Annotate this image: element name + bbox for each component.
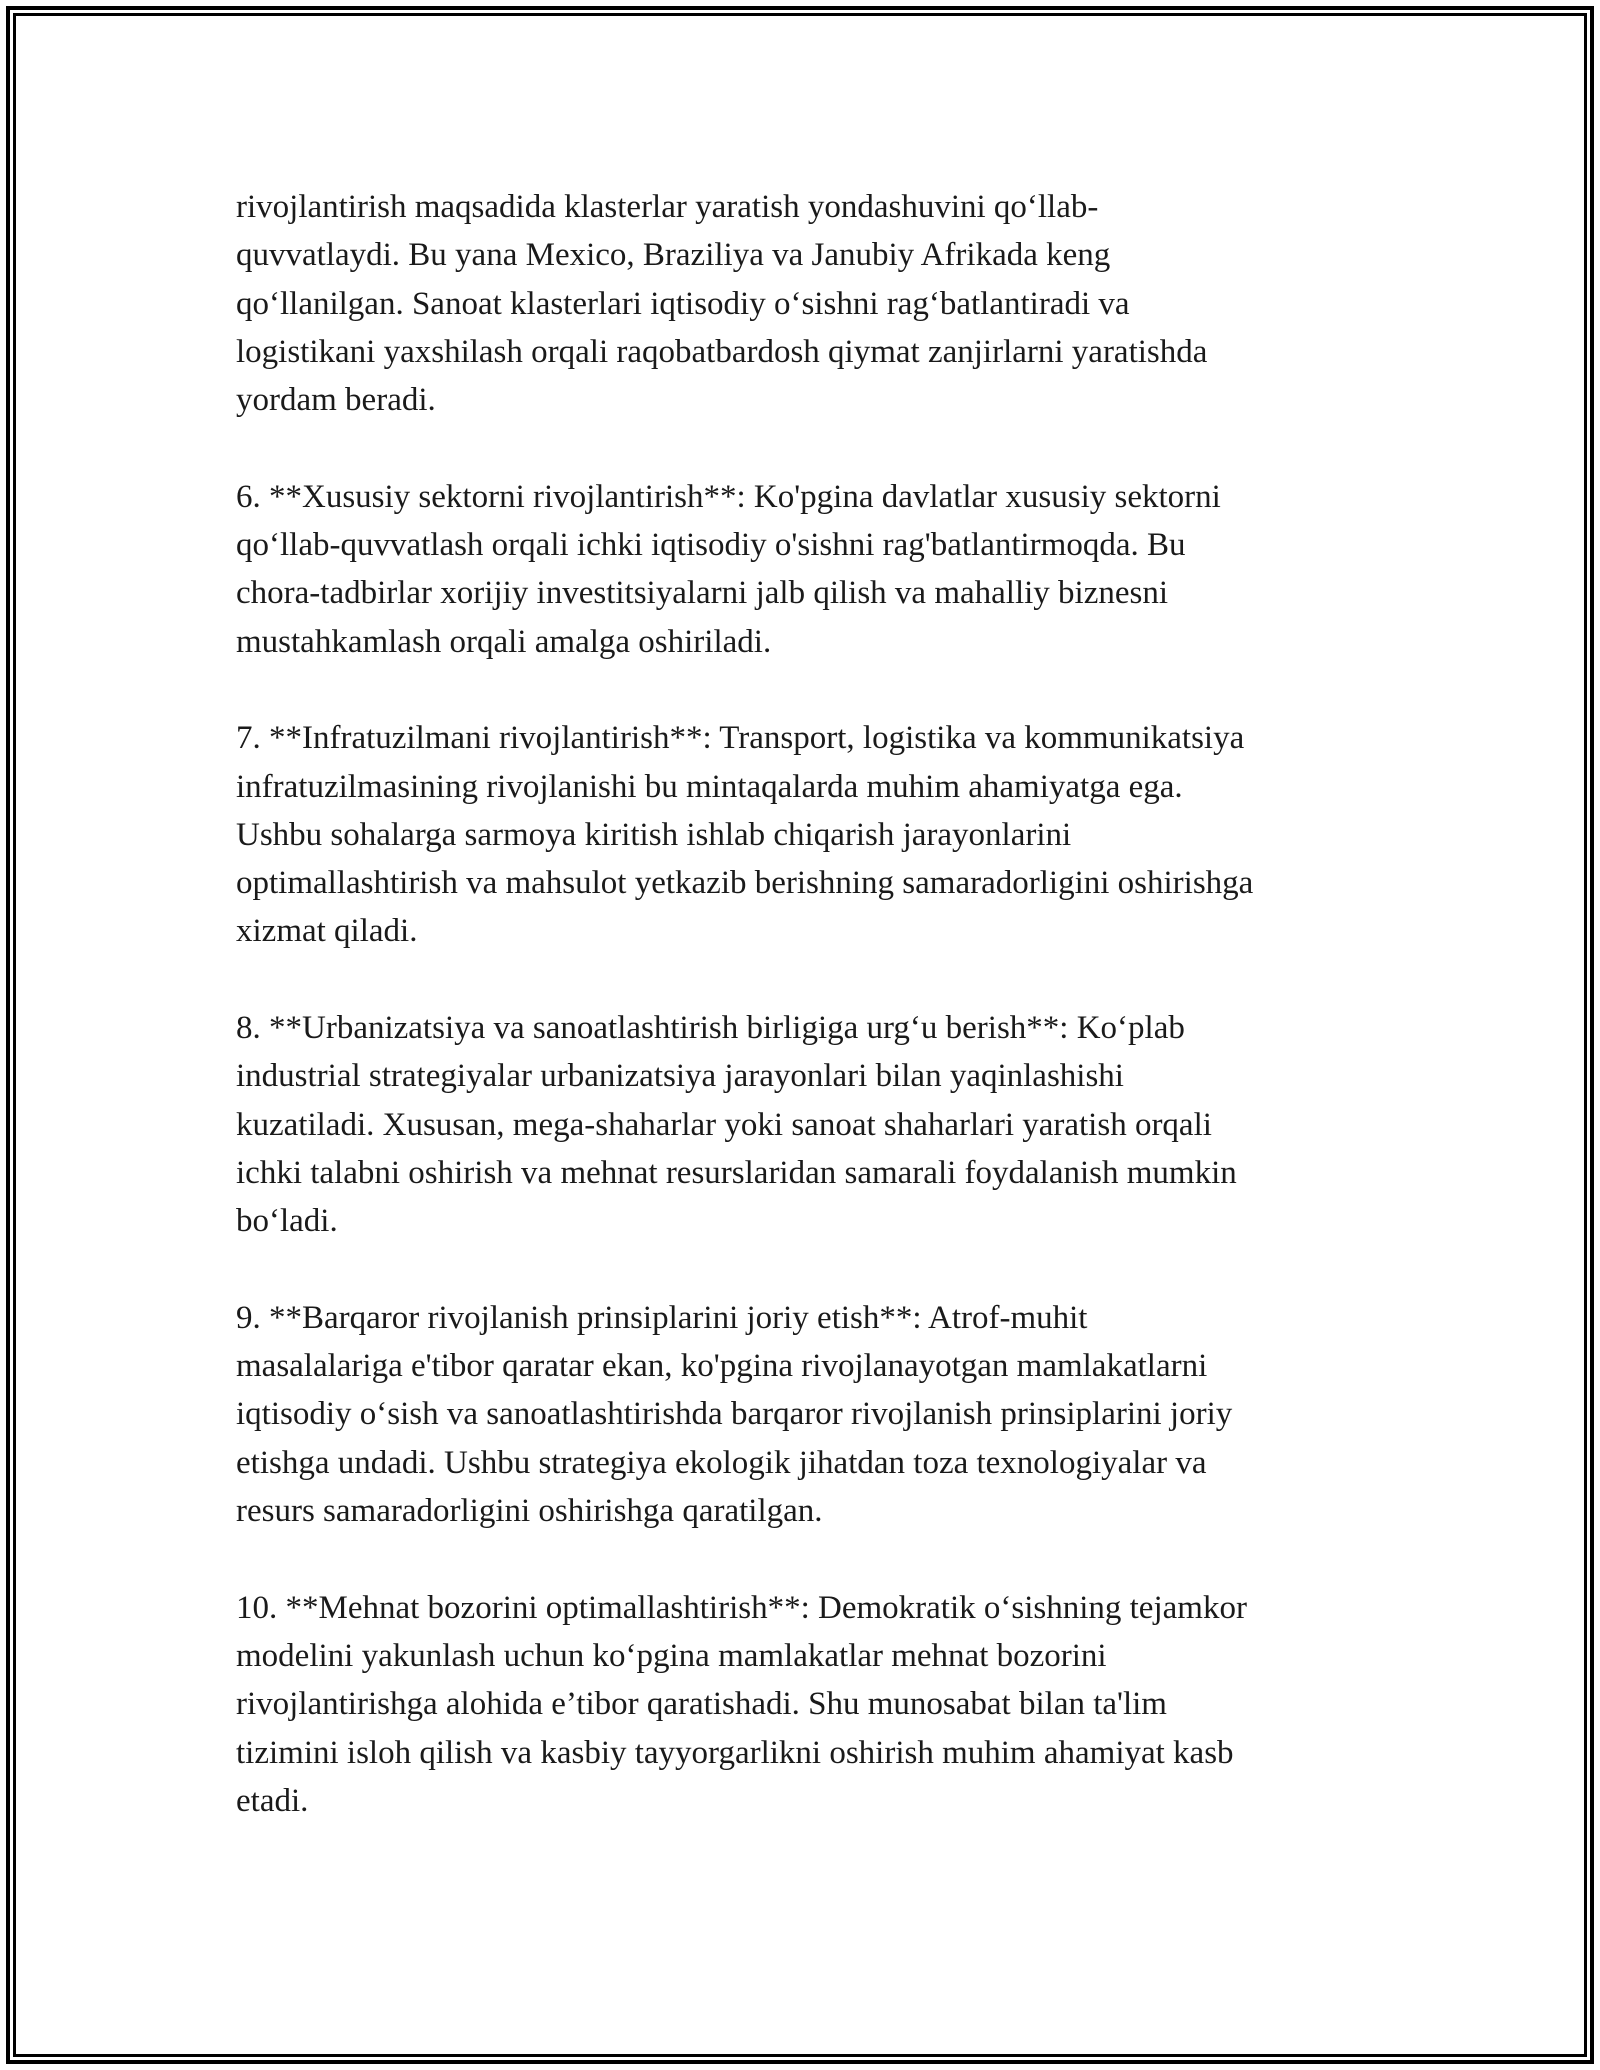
paragraph-sustainable-development: 9. **Barqaror rivojlanish prinsiplarini joriy etish**: Atrof-muhit masalalariga e'tibor qaratar ekan, ko'pgina rivojlanayotgan mamlakatlarni iqtisodiy o‘sish va sanoatlashtirishda barqaror rivojlanish prinsiplarini joriy etishga undadi. Ushbu strategiya ekologik jihatdan toza texnologiyalar va resurs samaradorligini oshirishga qaratilgan. xyxy=(236,1299,1233,1530)
paragraph-private-sector: 6. **Xususiy sektorni rivojlantirish**: Ko'pgina davlatlar xususiy sektorni qo‘llab-quvvatlash orqali ichki iqtisodiy o'sishni rag'batlantirmoqda. Bu chora-tadbirlar xorijiy investitsiyalarni jalb qilish va mahalliy biznesni mustahkamlash orqali amalga oshiriladi. xyxy=(236,478,1221,660)
paragraph-urbanization: 8. **Urbanizatsiya va sanoatlashtirish birligiga urg‘u berish**: Ko‘plab industrial strategiyalar urbanizatsiya jarayonlari bilan yaqinlashishi kuzatiladi. Xususan, mega-shaharlar yoki sanoat shaharlari yaratish orqali ichki talabni oshirish va mehnat resurslaridan samarali foydalanish mumkin bo‘ladi. xyxy=(236,1010,1237,1240)
paragraph-clusters-continuation: rivojlantirish maqsadida klasterlar yaratish yondashuvini qo‘llab- quvvatlaydi. Bu yana Mexico, Braziliya va Janubiy Afrikada keng qo‘llanilgan. Sanoat klasterlari iqtisodiy o‘sishni rag‘batlantiradi va logistikani yaxshilash orqali raqobatbardosh qiymat zanjirlarni yaratishda yordam beradi. xyxy=(236,189,1208,419)
paragraph-infrastructure: 7. **Infratuzilmani rivojlantirish**: Transport, logistika va kommunikatsiya infratuzilmasining rivojlanishi bu mintaqalarda muhim ahamiyatga ega. Ushbu sohalarga sarmoya kiritish ishlab chiqarish jarayonlarini optimallashtirish va mahsulot yetkazib berishning samaradorligini oshirishga xizmat qiladi. xyxy=(236,720,1254,950)
paragraph-labor-market: 10. **Mehnat bozorini optimallashtirish**: Demokratik o‘sishning tejamkor modelini yakunlash uchun ko‘pgina mamlakatlar mehnat bozorini rivojlantirishga alohida e’tibor qaratishadi. Shu munosabat bilan ta'lim tizimini isloh qilish va kasbiy tayyorgarlikni oshirish muhim ahamiyat kasb etadi. xyxy=(236,1589,1247,1819)
document-body xyxy=(236,183,1396,1873)
